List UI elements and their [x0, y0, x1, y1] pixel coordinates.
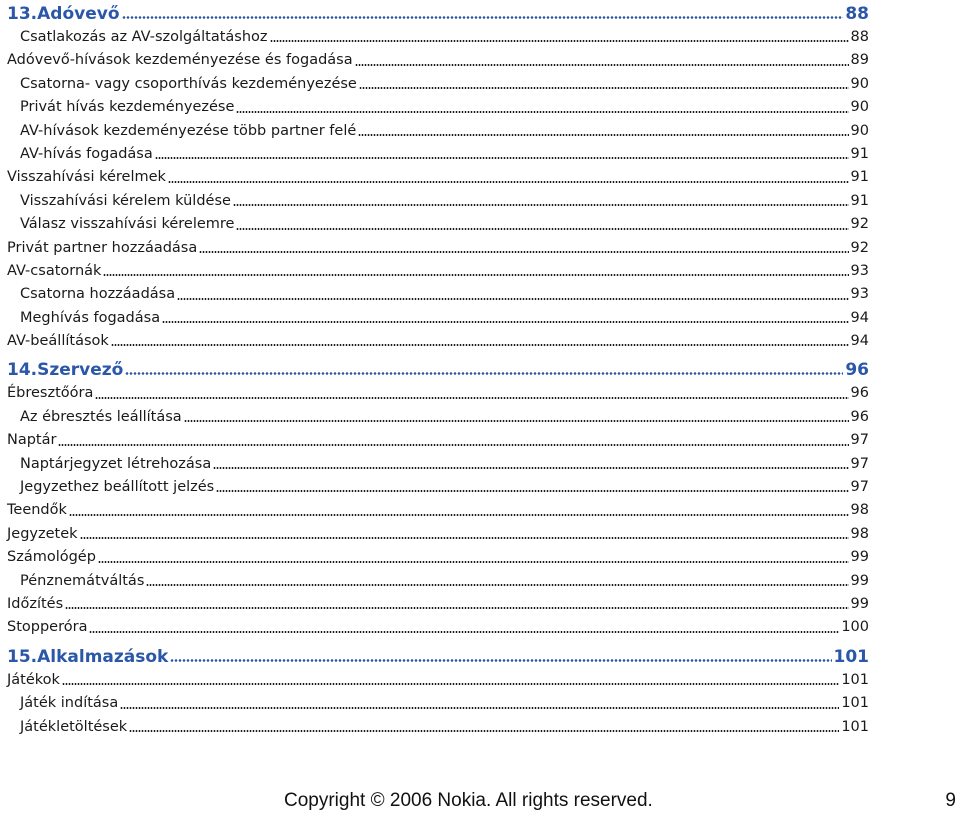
chapter-page-number: 96 [845, 360, 869, 381]
toc-entry-title: Ébresztőóra [7, 385, 94, 402]
toc-entry[interactable] [7, 73, 869, 96]
toc-entry-title: Naptárjegyzet létrehozása [20, 455, 212, 472]
toc-entry[interactable] [7, 49, 869, 72]
toc-entry-page-number: 101 [841, 671, 869, 688]
toc-entry-title: Meghívás fogadása [20, 309, 161, 326]
toc-entry-title: Számológép [7, 549, 96, 566]
dot-leader [98, 561, 849, 563]
toc-entry[interactable] [7, 523, 869, 546]
toc-entry[interactable] [7, 499, 869, 522]
dot-leader [213, 467, 848, 469]
toc-entry-page-number: 91 [850, 145, 869, 162]
toc-entry-title: Privát hívás kezdeményezése [20, 99, 235, 116]
toc-entry-page-number: 97 [850, 432, 869, 449]
toc-entry-page-number: 90 [850, 75, 869, 92]
toc-entry-page-number: 96 [850, 408, 869, 425]
toc-entry[interactable] [7, 260, 869, 283]
copyright-notice: Copyright © 2006 Nokia. All rights reserved. [284, 790, 653, 811]
toc-entry[interactable] [7, 190, 869, 213]
toc-entry[interactable] [7, 692, 869, 715]
toc-section [7, 3, 869, 353]
toc-entry-page-number: 92 [850, 239, 869, 256]
dot-leader [355, 64, 849, 66]
dot-leader [233, 204, 849, 206]
toc-entry-page-number: 94 [850, 309, 869, 326]
toc-entry-title: Játékletöltések [20, 718, 128, 735]
toc-entry[interactable] [7, 166, 869, 189]
dot-leader [69, 514, 849, 516]
toc-entry-page-number: 93 [850, 286, 869, 303]
dot-leader [80, 537, 849, 539]
toc-entry[interactable] [7, 26, 869, 49]
toc-entry-title: Az ébresztés leállítása [20, 408, 182, 425]
chapter-heading[interactable] [7, 646, 869, 669]
toc-entry-page-number: 91 [850, 192, 869, 209]
toc-entry-page-number: 98 [850, 525, 869, 542]
toc-section [7, 359, 869, 639]
toc-entry-title: Csatorna hozzáadása [20, 286, 176, 303]
toc-entry[interactable] [7, 283, 869, 306]
dot-leader [111, 344, 849, 346]
toc-entry[interactable] [7, 593, 869, 616]
dot-leader [146, 584, 848, 586]
toc-entry-page-number: 90 [850, 122, 869, 139]
toc-entry[interactable] [7, 96, 869, 119]
toc-entry-page-number: 99 [850, 572, 869, 589]
toc-entry-title: Stopperóra [7, 619, 88, 636]
toc-entry[interactable] [7, 120, 869, 143]
toc-entry[interactable] [7, 546, 869, 569]
dot-leader [62, 683, 839, 685]
dot-leader [125, 372, 843, 375]
chapter-heading[interactable] [7, 359, 869, 382]
toc-entry-page-number: 97 [850, 455, 869, 472]
dot-leader [103, 274, 848, 276]
toc-entry-title: Privát partner hozzáadása [7, 239, 198, 256]
dot-leader [358, 134, 848, 136]
page-number: 9 [945, 790, 956, 811]
dot-leader [162, 321, 848, 323]
toc-entry-page-number: 99 [850, 595, 869, 612]
toc-entry-page-number: 101 [841, 695, 869, 712]
chapter-title: 15.Alkalmazások [7, 646, 169, 667]
chapter-title: 13.Adóvevő [7, 4, 120, 24]
toc-entry[interactable] [7, 429, 869, 452]
toc-entry[interactable] [7, 616, 869, 639]
toc-entry[interactable] [7, 330, 869, 353]
toc-entry-title: Visszahívási kérelmek [7, 169, 166, 186]
toc-entry-title: AV-hívás fogadása [20, 145, 153, 162]
toc-entry-page-number: 96 [850, 385, 869, 402]
dot-leader [270, 40, 849, 42]
chapter-heading[interactable] [7, 3, 869, 26]
toc-entry[interactable] [7, 213, 869, 236]
dot-leader [168, 181, 849, 183]
toc-entry-title: Jegyzetek [7, 525, 78, 542]
toc-entry-page-number: 92 [850, 216, 869, 233]
toc-entry-title: Csatorna- vagy csoporthívás kezdeményezése [20, 75, 357, 92]
chapter-page-number: 101 [833, 646, 869, 667]
chapter-page-number: 88 [845, 4, 869, 24]
toc-entry-page-number: 91 [850, 169, 869, 186]
toc-entry-title: AV-csatornák [7, 262, 102, 279]
dot-leader [95, 397, 848, 399]
chapter-title: 14.Szervező [7, 360, 124, 381]
toc-entry-page-number: 88 [850, 29, 869, 45]
toc-entry[interactable] [7, 669, 869, 692]
toc-entry[interactable] [7, 382, 869, 405]
toc-entry-title: Jegyzethez beállított jelzés [20, 479, 215, 496]
dot-leader [155, 157, 849, 159]
dot-leader [216, 490, 848, 492]
toc-entry[interactable] [7, 307, 869, 330]
toc-entry-title: Időzítés [7, 595, 64, 612]
toc-entry-page-number: 89 [850, 52, 869, 69]
toc-entry-page-number: 100 [841, 619, 869, 636]
dot-leader [89, 631, 839, 633]
toc-entry[interactable] [7, 716, 869, 739]
dot-leader [177, 298, 848, 300]
dot-leader [170, 659, 831, 662]
dot-leader [120, 707, 839, 709]
toc-entry[interactable] [7, 453, 869, 476]
toc-entry-page-number: 98 [850, 502, 869, 519]
dot-leader [236, 228, 848, 230]
toc-entry-title: Játék indítása [20, 695, 119, 712]
toc-entry-page-number: 101 [841, 718, 869, 735]
toc-entry-title: AV-beállítások [7, 333, 109, 350]
page-footer [0, 790, 960, 820]
dot-leader [199, 251, 848, 253]
toc-entry-page-number: 93 [850, 262, 869, 279]
dot-leader [58, 444, 848, 446]
toc-entry-page-number: 94 [850, 333, 869, 350]
dot-leader [129, 730, 839, 732]
toc-entry-title: Visszahívási kérelem küldése [20, 192, 231, 209]
dot-leader [359, 87, 849, 89]
toc-entry-title: Naptár [7, 432, 57, 449]
toc-entry-title: Pénznemátváltás [20, 572, 145, 589]
table-of-contents [7, 3, 869, 745]
toc-entry-title: Adóvevő-hívások kezdeményezése és fogadása [7, 52, 353, 69]
toc-entry[interactable] [7, 143, 869, 166]
toc-entry-title: Teendők [7, 502, 67, 519]
toc-entry[interactable] [7, 237, 869, 260]
toc-entry[interactable] [7, 476, 869, 499]
toc-entry-page-number: 90 [850, 99, 869, 116]
toc-entry-page-number: 97 [850, 479, 869, 496]
toc-entry[interactable] [7, 406, 869, 429]
toc-entry-page-number: 99 [850, 549, 869, 566]
dot-leader [122, 16, 844, 19]
dot-leader [65, 607, 848, 609]
toc-entry-title: Játékok [7, 671, 60, 688]
toc-entry-title: Csatlakozás az AV-szolgáltatáshoz [20, 29, 268, 45]
dot-leader [236, 111, 848, 113]
toc-entry[interactable] [7, 570, 869, 593]
toc-entry-title: AV-hívások kezdeményezése több partner felé [20, 122, 357, 139]
toc-section [7, 646, 869, 739]
dot-leader [184, 420, 849, 422]
toc-entry-title: Válasz visszahívási kérelemre [20, 216, 235, 233]
